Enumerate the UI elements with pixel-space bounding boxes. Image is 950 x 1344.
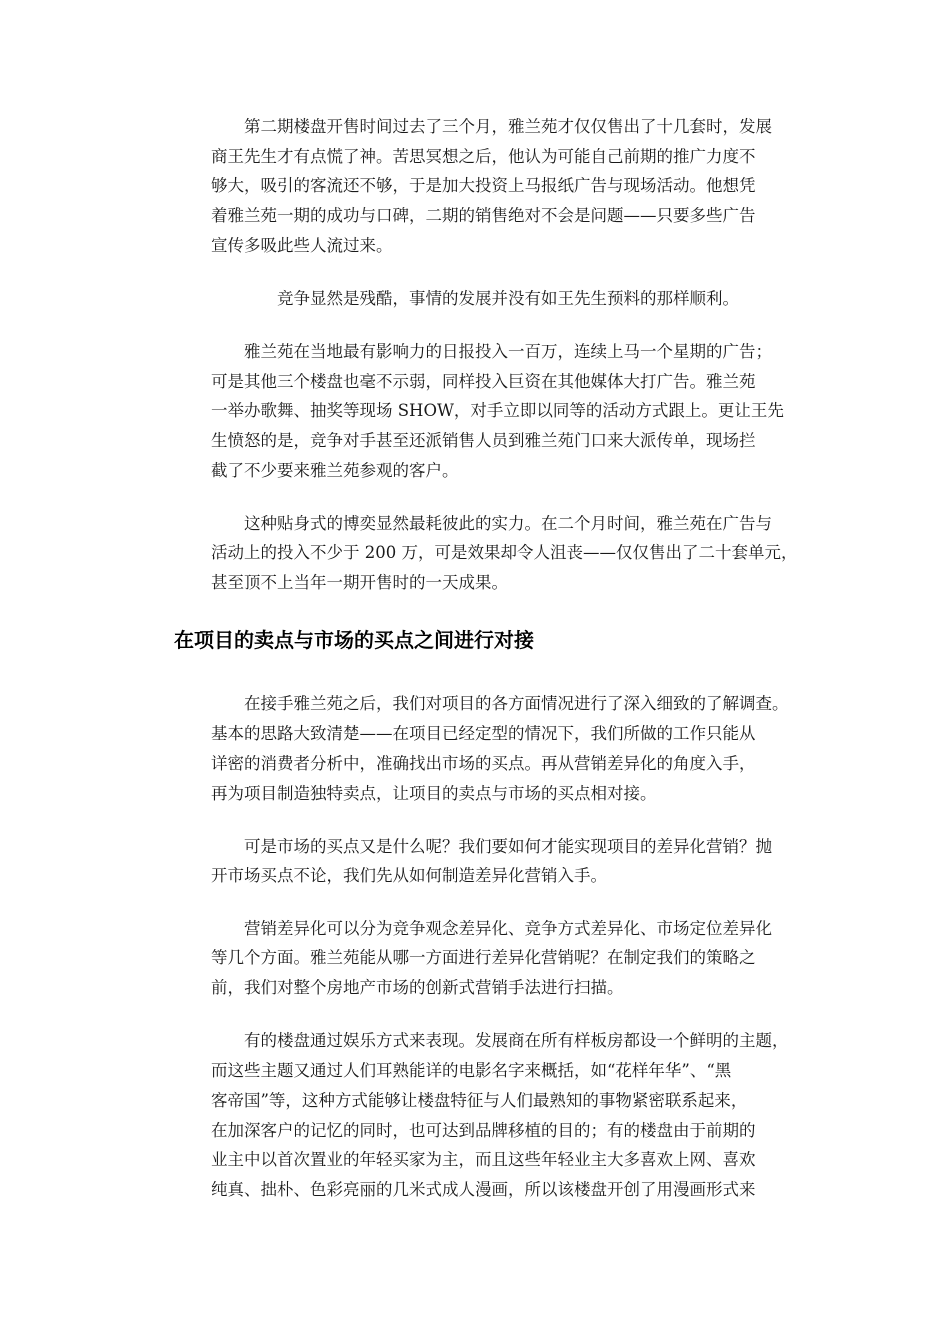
text-line: 活动上的投入不少于 200 万，可是效果却令人沮丧——仅仅售出了二十套单元，	[211, 543, 798, 562]
text-line: 有的楼盘通过娱乐方式来表现。发展商在所有样板房都设一个鲜明的主题，	[244, 1031, 789, 1050]
text-line: 而这些主题又通过人们耳熟能详的电影名字来概括，如“花样年华”、“黑	[211, 1061, 732, 1080]
text-line: 第二期楼盘开售时间过去了三个月，雅兰苑才仅仅售出了十几套时，发展	[244, 117, 772, 136]
section-heading: 在项目的卖点与市场的买点之间进行对接	[174, 628, 534, 652]
text-line: 客帝国”等，这种方式能够让楼盘特征与人们最熟知的事物紧密联系起来，	[211, 1091, 748, 1110]
text-line: 够大，吸引的客流还不够，于是加大投资上马报纸广告与现场活动。他想凭	[211, 176, 756, 195]
text-line: 着雅兰苑一期的成功与口碑，二期的销售绝对不会是问题——只要多些广告	[211, 206, 756, 225]
text-line: 甚至顶不上当年一期开售时的一天成果。	[211, 573, 508, 592]
text-line: 一举办歌舞、抽奖等现场 SHOW，对手立即以同等的活动方式跟上。更让王先	[211, 401, 784, 420]
text-line: 竞争显然是残酷，事情的发展并没有如王先生预料的那样顺利。	[277, 289, 739, 308]
text-line: 前，我们对整个房地产市场的创新式营销手法进行扫描。	[211, 978, 624, 997]
text-line: 开市场买点不论，我们先从如何制造差异化营销入手。	[211, 866, 607, 885]
text-line: 基本的思路大致清楚——在项目已经定型的情况下，我们所做的工作只能从	[211, 724, 756, 743]
text-line: 商王先生才有点慌了神。苦思冥想之后，他认为可能自己前期的推广力度不	[211, 147, 756, 166]
text-line: 这种贴身式的博奕显然最耗彼此的实力。在二个月时间，雅兰苑在广告与	[244, 514, 772, 533]
text-line: 纯真、拙朴、色彩亮丽的几米式成人漫画，所以该楼盘开创了用漫画形式来	[211, 1180, 756, 1199]
text-line: 在加深客户的记忆的同时，也可达到品牌移植的目的；有的楼盘由于前期的	[211, 1121, 756, 1140]
text-line: 等几个方面。雅兰苑能从哪一方面进行差异化营销呢？在制定我们的策略之	[211, 948, 756, 967]
text-line: 营销差异化可以分为竞争观念差异化、竞争方式差异化、市场定位差异化	[244, 919, 772, 938]
text-line: 生愤怒的是，竞争对手甚至还派销售人员到雅兰苑门口来大派传单，现场拦	[211, 431, 756, 450]
text-line: 雅兰苑在当地最有影响力的日报投入一百万，连续上马一个星期的广告；	[244, 342, 772, 361]
text-line: 在接手雅兰苑之后，我们对项目的各方面情况进行了深入细致的了解调查。	[244, 694, 789, 713]
text-line: 再为项目制造独特卖点，让项目的卖点与市场的买点相对接。	[211, 784, 657, 803]
text-line: 宣传多吸此些人流过来。	[211, 236, 393, 255]
text-line: 可是市场的买点又是什么呢？我们要如何才能实现项目的差异化营销？抛	[244, 837, 772, 856]
text-line: 业主中以首次置业的年轻买家为主，而且这些年轻业主大多喜欢上网、喜欢	[211, 1150, 756, 1169]
text-line: 详密的消费者分析中，准确找出市场的买点。再从营销差异化的角度入手，	[211, 754, 756, 773]
text-line: 可是其他三个楼盘也毫不示弱，同样投入巨资在其他媒体大打广告。雅兰苑	[211, 372, 756, 391]
text-line: 截了不少要来雅兰苑参观的客户。	[211, 461, 459, 480]
